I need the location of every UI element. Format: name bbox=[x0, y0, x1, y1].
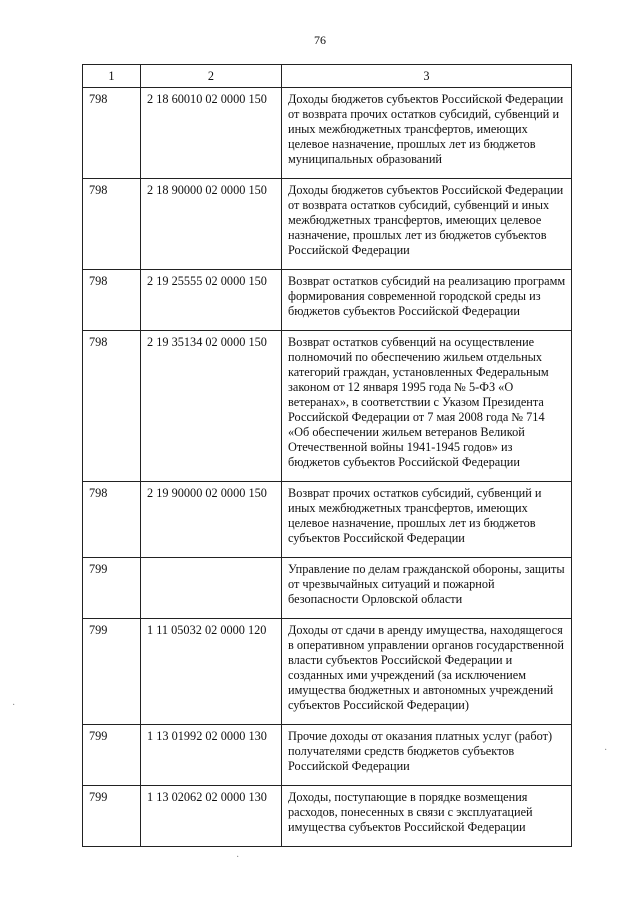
admin-code-cell: 799 bbox=[83, 558, 141, 619]
table-header-row bbox=[83, 65, 572, 88]
table-row bbox=[83, 270, 572, 331]
description-cell: Доходы от сдачи в аренду имущества, находящегося в оперативном управлении органов государственной власти субъектов Российской Федерации и созданных ими учреждений (за исключением имущества бюджетных и автономных учреждений субъектов Российской Федерации) bbox=[282, 619, 572, 725]
description-cell: Возврат прочих остатков субсидий, субвенций и иных межбюджетных трансфертов, имеющих целевое назначение, прошлых лет из бюджетов субъектов Российской Федерации bbox=[282, 482, 572, 558]
budget-code-cell: 2 18 60010 02 0000 150 bbox=[141, 88, 282, 179]
budget-code-cell: 2 19 35134 02 0000 150 bbox=[141, 331, 282, 482]
table-row bbox=[83, 179, 572, 270]
table-row bbox=[83, 619, 572, 725]
admin-code-cell: 798 bbox=[83, 179, 141, 270]
admin-code-cell: 798 bbox=[83, 331, 141, 482]
budget-code-cell: 2 18 90000 02 0000 150 bbox=[141, 179, 282, 270]
table-row bbox=[83, 482, 572, 558]
column-header-1: 1 bbox=[83, 65, 141, 88]
admin-code-cell: 799 bbox=[83, 725, 141, 786]
description-cell: Управление по делам гражданской обороны, защиты от чрезвычайных ситуаций и пожарной безопасности Орловской области bbox=[282, 558, 572, 619]
description-cell: Доходы бюджетов субъектов Российской Федерации от возврата остатков субсидий, субвенций и иных межбюджетных трансфертов, имеющих целевое назначение, прошлых лет из бюджетов субъектов Российской Федерации bbox=[282, 179, 572, 270]
description-cell: Возврат остатков субвенций на осуществление полномочий по обеспечению жильем отдельных категорий граждан, установленных Федеральным законом от 12 января 1995 года № 5-ФЗ «О ветеранах», в соответствии с Указом Президента Российской Федерации от 7 мая 2008 года № 714 «Об обеспечении жильем ветеранов Великой Отечественной войны 1941-1945 годов» из бюджетов субъектов Российской Федерации bbox=[282, 331, 572, 482]
description-cell: Прочие доходы от оказания платных услуг (работ) получателями средств бюджетов субъектов Российской Федерации bbox=[282, 725, 572, 786]
column-header-3: 3 bbox=[282, 65, 572, 88]
table-row bbox=[83, 786, 572, 847]
table-row bbox=[83, 331, 572, 482]
admin-code-cell: 798 bbox=[83, 482, 141, 558]
column-header-2: 2 bbox=[141, 65, 282, 88]
budget-code-cell: 2 19 90000 02 0000 150 bbox=[141, 482, 282, 558]
budget-revenue-table bbox=[82, 64, 572, 847]
table-row bbox=[83, 725, 572, 786]
table-row bbox=[83, 558, 572, 619]
table-row bbox=[83, 88, 572, 179]
budget-code-cell: 1 11 05032 02 0000 120 bbox=[141, 619, 282, 725]
admin-code-cell: 798 bbox=[83, 270, 141, 331]
admin-code-cell: 798 bbox=[83, 88, 141, 179]
description-cell: Возврат остатков субсидий на реализацию программ формирования современной городской среды из бюджетов субъектов Российской Федерации bbox=[282, 270, 572, 331]
page-number: 76 bbox=[314, 33, 326, 47]
budget-code-cell: 1 13 02062 02 0000 130 bbox=[141, 786, 282, 847]
admin-code-cell: 799 bbox=[83, 786, 141, 847]
budget-code-cell bbox=[141, 558, 282, 619]
budget-code-cell: 2 19 25555 02 0000 150 bbox=[141, 270, 282, 331]
admin-code-cell: 799 bbox=[83, 619, 141, 725]
scan-speck: · bbox=[604, 745, 608, 756]
budget-code-cell: 1 13 01992 02 0000 130 bbox=[141, 725, 282, 786]
scan-speck: · bbox=[12, 700, 16, 711]
scan-speck: · bbox=[236, 852, 240, 863]
description-cell: Доходы бюджетов субъектов Российской Федерации от возврата прочих остатков субсидий, субвенций и иных межбюджетных трансфертов, имеющих целевое назначение, прошлых лет из бюджетов муниципальных образований bbox=[282, 88, 572, 179]
description-cell: Доходы, поступающие в порядке возмещения расходов, понесенных в связи с эксплуатацией имущества субъектов Российской Федерации bbox=[282, 786, 572, 847]
